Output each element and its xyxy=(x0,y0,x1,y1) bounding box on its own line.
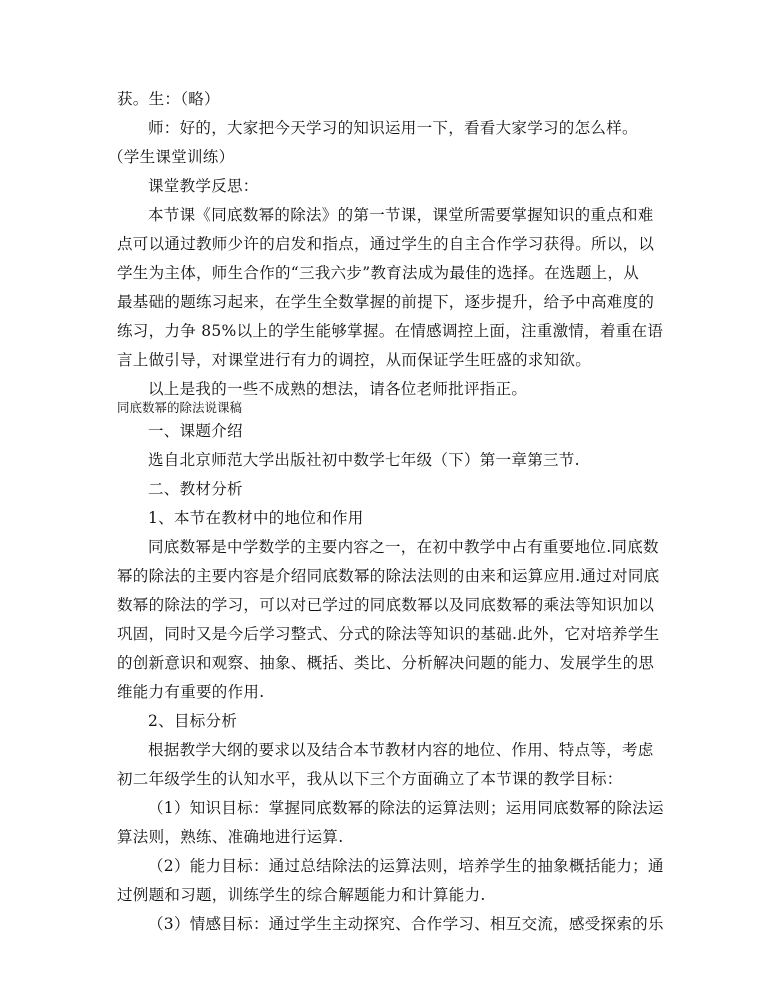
text-line: 初二年级学生的认知水平，我从以下三个方面确立了本节课的教学目标： xyxy=(117,770,623,788)
text-line: 言上做引导，对课堂进行有力的调控，从而保证学生旺盛的求知欲。 xyxy=(117,351,592,369)
text-line: （1）知识目标：掌握同底数幂的除法的运算法则；运用同底数幂的除法运 xyxy=(148,799,664,817)
section-title: 同底数幂的除法说课稿 xyxy=(117,400,243,415)
text-line: 点可以通过教师少许的启发和指点，通过学生的自主合作学习获得。所以，以 xyxy=(117,235,655,253)
text-line: 过例题和习题，训练学生的综合解题能力和计算能力. xyxy=(117,886,486,904)
text-line: 选自北京师范大学出版社初中数学七年级（下）第一章第三节. xyxy=(148,451,580,469)
text-line: 获。生：（略） xyxy=(117,90,220,108)
text-line: 幂的除法的主要内容是介绍同底数幂的除法法则的由来和运算应用.通过对同底 xyxy=(117,567,660,585)
subsection-heading: 2、目标分析 xyxy=(148,712,238,730)
text-line: 本节课《同底数幂的除法》的第一节课，课堂所需要掌握知识的重点和难 xyxy=(148,206,654,224)
text-line: 维能力有重要的作用. xyxy=(117,683,265,701)
subsection-heading: 1、本节在教材中的地位和作用 xyxy=(148,509,364,527)
text-line: 以上是我的一些不成熟的想法，请各位老师批评指正。 xyxy=(148,380,528,398)
section-heading: 二、教材分析 xyxy=(148,480,243,498)
text-line: 的创新意识和观察、抽象、概括、类比、分析解决问题的能力、发展学生的思 xyxy=(117,654,655,672)
text-line: 数幂的除法的学习，可以对已学过的同底数幂以及同底数幂的乘法等知识加以 xyxy=(117,596,655,614)
text-line: （学生课堂训练） xyxy=(108,148,235,166)
text-line: 练习，力争 85%以上的学生能够掌握。在情感调控上面，注重激情，着重在语 xyxy=(117,322,664,340)
text-line: 算法则，熟练、准确地进行运算. xyxy=(117,828,344,846)
text-line: 师：好的，大家把今天学习的知识运用一下，看看大家学习的怎么样。 xyxy=(148,119,638,137)
text-line: 根据教学大纲的要求以及结合本节教材内容的地位、作用、特点等，考虑 xyxy=(148,741,654,759)
section-heading: 一、课题介绍 xyxy=(148,422,243,440)
text-line: （3）情感目标：通过学生主动探究、合作学习、相互交流，感受探索的乐 xyxy=(148,915,664,933)
text-line: 学生为主体，师生合作的“三我六步”教育法成为最佳的选择。在选题上，从 xyxy=(117,264,640,282)
text-line: 最基础的题练习起来，在学生全数掌握的前提下，逐步提升，给予中高难度的 xyxy=(117,293,655,311)
text-line: 课堂教学反思： xyxy=(148,177,259,195)
text-line: （2）能力目标：通过总结除法的运算法则，培养学生的抽象概括能力；通 xyxy=(148,857,664,875)
text-line: 巩固，同时又是今后学习整式、分式的除法等知识的基础.此外，它对培养学生 xyxy=(117,625,660,643)
text-line: 同底数幂是中学数学的主要内容之一，在初中教学中占有重要地位.同底数 xyxy=(148,538,659,556)
